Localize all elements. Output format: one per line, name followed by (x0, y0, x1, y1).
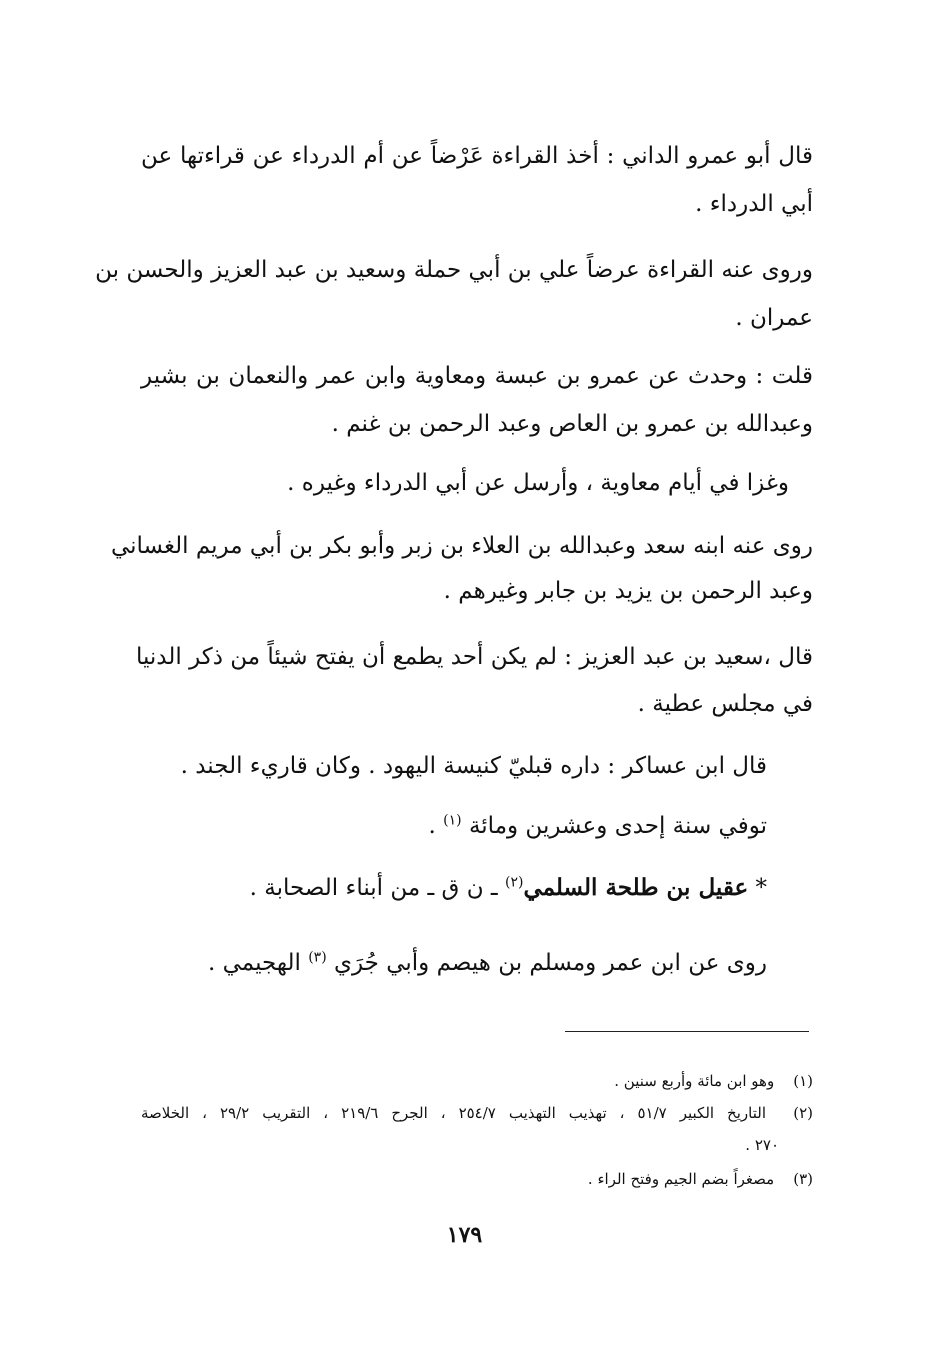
footnote-ref-3: (٣) (308, 949, 327, 966)
paragraph-8 (429, 811, 767, 841)
footnote-2-number: (٢) (793, 1104, 813, 1122)
paragraph-8-text: توفي سنة إحدى وعشرين ومائة (468, 813, 767, 839)
footnote-3-number: (٣) (793, 1170, 813, 1188)
footnote-2-text: التاريخ الكبير ٥١/٧ ، تهذيب التهذيب ٢٥٤/٧ ، الجرح ٢١٩/٦ ، التقريب ٢٩/٢ ، الخلاصة (141, 1104, 766, 1122)
paragraph-5-line-1: روى عنه ابنه سعد وعبدالله بن العلاء بن زبر وأبو بكر بن أبي مريم الغساني (110, 533, 813, 559)
biography-entry-heading (250, 873, 767, 903)
paragraph-3-line-1: قلت : وحدث عن عمرو بن عبسة ومعاوية وابن عمر والنعمان بن بشير (141, 363, 813, 389)
paragraph-9-after: الهجيمي . (207, 950, 301, 976)
paragraph-6-line-1: قال ،سعيد بن عبد العزيز : لم يكن أحد يطمع أن يفتح شيئاً من ذكر الدنيا (135, 644, 813, 670)
paragraph-4: وغزا في أيام معاوية ، وأرسل عن أبي الدرداء وغيره . (287, 470, 789, 496)
paragraph-5-line-2: وعبد الرحمن بن يزيد بن جابر وغيرهم . (443, 578, 813, 604)
paragraph-6-line-2: في مجلس عطية . (637, 691, 813, 717)
paragraph-9 (208, 948, 767, 978)
footnote-3 (588, 1169, 813, 1189)
footnote-1-text: وهو ابن مائة وأربع سنين . (614, 1072, 775, 1090)
footnote-ref-1: (١) (443, 812, 462, 829)
footnote-2-line-1 (141, 1103, 813, 1123)
page-number: ١٧٩ (446, 1222, 483, 1248)
paragraph-1-line-1: قال أبو عمرو الداني : أخذ القراءة عَرْضاً عن أم الدرداء عن قراءتها عن (141, 143, 813, 169)
footnote-separator (565, 1031, 809, 1032)
footnote-ref-2: (٢) (504, 874, 524, 891)
footnote-2-line-2: ٢٧٠ . (745, 1136, 779, 1154)
entry-rest: ـ ن ق ـ من أبناء الصحابة . (249, 875, 498, 901)
entry-bullet: * (755, 875, 767, 901)
paragraph-2-line-2: عمران . (735, 305, 813, 331)
paragraph-1-line-2: أبي الدرداء . (695, 191, 813, 217)
entry-name: عقيل بن طلحة السلمي (523, 874, 749, 901)
paragraph-2-line-1: وروى عنه القراءة عرضاً علي بن أبي حملة وسعيد بن عبد العزيز والحسن بن (95, 257, 813, 283)
footnote-1-number: (١) (793, 1072, 813, 1090)
footnote-1 (614, 1071, 813, 1091)
paragraph-3-line-2: وعبدالله بن عمرو بن العاص وعبد الرحمن بن غنم . (331, 411, 813, 437)
paragraph-8-end: . (428, 813, 436, 839)
paragraph-9-before: روى عن ابن عمر ومسلم بن هيصم وأبي جُرَي (333, 950, 767, 976)
footnote-3-text: مصغراً بضم الجيم وفتح الراء . (587, 1170, 775, 1188)
paragraph-7: قال ابن عساكر : داره قبليّ كنيسة اليهود . وكان قاريء الجند . (180, 753, 767, 779)
